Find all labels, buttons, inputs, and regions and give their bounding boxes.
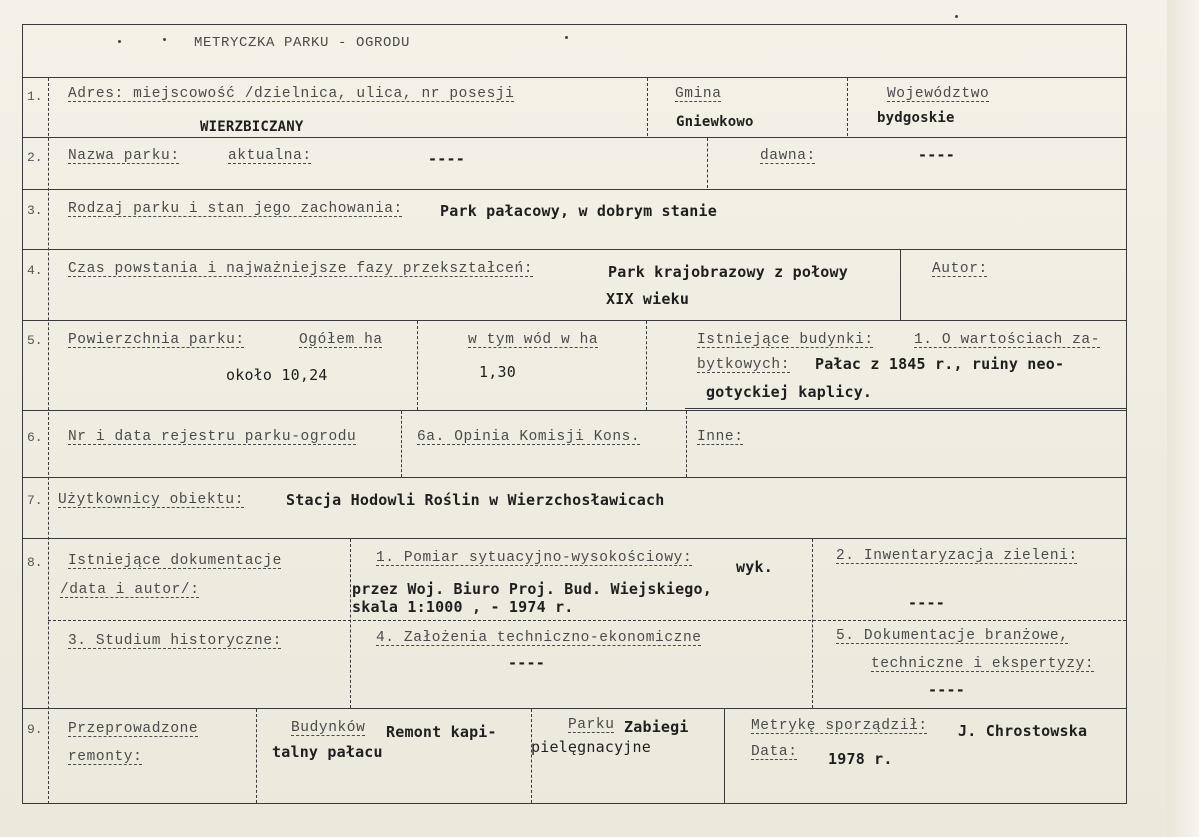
opinion-label: 6a. Opinia Komisji Kons. [417,429,641,445]
total-area-value: około 10,24 [226,366,328,384]
creation-time-label: Czas powstania i najważniejsze fazy przekształceń: [68,261,534,277]
row-8-inner-separator [48,620,1126,621]
author-label: Autor: [932,261,988,277]
water-area-value: 1,30 [479,363,516,381]
historical-study-label: 3. Studium historyczne: [68,633,282,649]
register-label: Nr i data rejestru parku-ogrodu [68,429,357,445]
row-number: 3. [27,203,43,218]
row-separator [22,249,1126,250]
buildings-repairs-label: Budynków [291,720,366,736]
repairs-label-1: Przeprowadzone [68,721,199,737]
frame-left [22,24,23,804]
row-separator [22,137,1126,138]
documents-label-2: /data i autor/: [60,582,200,598]
park-type-label: Rodzaj parku i stan jego zachowania: [68,201,403,217]
r9-divider-2 [531,709,532,803]
frame-bottom [22,803,1126,804]
r5-divider-2 [646,321,647,410]
former-name-value: ---- [918,146,955,164]
survey-wyk: wyk. [736,558,773,576]
form-title: METRYCZKA PARKU - OGRODU [194,35,411,51]
current-name-label: aktualna: [228,148,312,164]
row-number: 1. [27,89,43,104]
r5-divider-1 [417,321,418,410]
users-label: Użytkownicy obiektu: [58,492,245,508]
row-number: 8. [27,555,43,570]
buildings-value-2: gotyckiej kaplicy. [706,383,873,401]
prepared-by-value: J. Chrostowska [958,722,1088,740]
number-column-divider [48,78,49,804]
survey-value-2: skala 1:1000 , - 1974 r. [352,598,574,616]
techno-economic-value: ---- [508,654,545,672]
r9-divider-1 [256,709,257,803]
row-separator [22,77,1126,78]
buildings-value-1: Pałac z 1845 r., ruiny neo- [815,355,1065,373]
park-repairs-value-1: Zabiegi [624,718,689,736]
documents-label-1: Istniejące dokumentacje [68,553,282,569]
ink-speck [118,40,121,43]
buildings-repairs-value-2: talny pałacu [272,743,383,761]
address-value: WIERZBICZANY [200,119,304,135]
date-label: Data: [751,744,798,760]
r8-divider-1 [350,539,351,708]
r6-divider-1 [401,411,402,477]
park-type-value: Park pałacowy, w dobrym stanie [440,202,717,220]
creation-time-value-2: XIX wieku [606,290,690,308]
r6-divider-2 [686,411,687,477]
ink-speck [163,38,166,41]
buildings-sub-label-2: bytkowych: [697,357,791,373]
card-edge-shadow [1167,0,1199,837]
park-repairs-label: Parku [568,717,615,733]
row-number: 6. [27,430,43,445]
ink-speck [955,15,958,18]
inventory-value: ---- [908,594,945,612]
gmina-value: Gniewkowo [676,114,754,130]
buildings-repairs-value-1: Remont kapi- [386,723,497,741]
row-separator [22,320,1126,321]
prepared-by-label: Metrykę sporządził: [751,718,928,734]
row-separator [22,477,1126,478]
inventory-label: 2. Inwentaryzacja zieleni: [836,548,1078,564]
users-value: Stacja Hodowli Roślin w Wierzchosławicach [286,491,665,509]
r9-divider-3 [724,709,725,803]
r2-divider [707,138,708,188]
techno-economic-label: 4. Założenia techniczno-ekonomiczne [376,630,702,646]
creation-time-value-1: Park krajobrazowy z połowy [608,263,848,281]
repairs-label-2: remonty: [68,749,143,765]
row-separator [22,708,1126,709]
park-name-label: Nazwa parku: [68,148,180,164]
buildings-sub-label: 1. O wartościach za- [914,332,1101,348]
date-value: 1978 r. [828,750,893,768]
address-label: Adres: miejscowość /dzielnica, ulica, nr posesji [68,86,515,102]
former-name-label: dawna: [760,148,816,164]
total-area-label: Ogółem ha [299,332,383,348]
other-label: Inne: [697,429,744,445]
row-number: 4. [27,263,43,278]
row-separator [22,538,1126,539]
r8-divider-2 [812,539,813,708]
r1-divider-gmina [647,78,648,136]
buildings-label: Istniejące budynki: [697,332,874,348]
r4-divider [900,250,901,320]
row-number: 5. [27,333,43,348]
row-separator [22,189,1126,190]
area-label: Powierzchnia parku: [68,332,245,348]
r5-buildings-underline [685,408,1126,409]
water-area-label: w tym wód w ha [468,332,599,348]
ink-speck [565,36,568,39]
survey-value-1: przez Woj. Biuro Proj. Bud. Wiejskiego, [352,580,712,598]
park-repairs-value-2: pielęgnacyjne [531,738,651,756]
r1-divider-woj [847,78,848,136]
row-number: 9. [27,722,43,737]
row-number: 7. [27,493,43,508]
frame-right [1126,24,1127,804]
branch-docs-value: ---- [928,681,965,699]
row-separator [22,410,1126,411]
branch-docs-label-2: techniczne i ekspertyzy: [871,656,1095,672]
current-name-value: ---- [428,150,465,168]
survey-label: 1. Pomiar sytuacyjno-wysokościowy: [376,550,693,566]
voivodeship-value: bydgoskie [877,110,955,126]
branch-docs-label-1: 5. Dokumentacje branżowe, [836,628,1069,644]
gmina-label: Gmina [675,86,722,102]
voivodeship-label: Województwo [887,86,990,102]
row-number: 2. [27,150,43,165]
frame-top [22,24,1126,25]
